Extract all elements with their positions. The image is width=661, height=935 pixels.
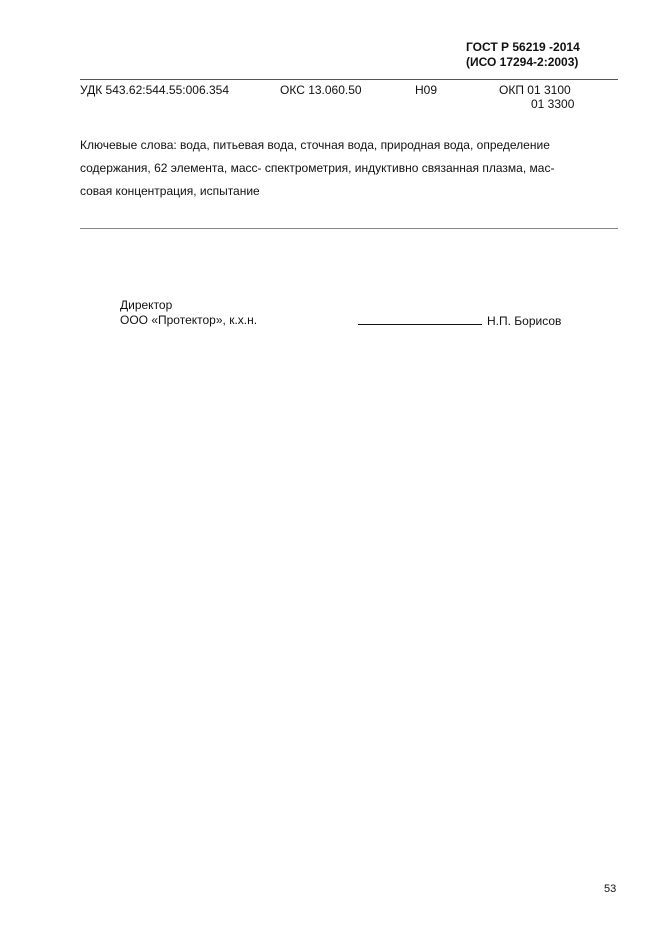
document-header [466, 40, 580, 70]
okp-code-1: ОКП 01 3100 [499, 83, 571, 97]
keywords-line: Ключевые слова: вода, питьевая вода, сточная вода, природная вода, определение [80, 138, 550, 152]
standard-number: ГОСТ Р 56219 -2014 [466, 40, 580, 54]
keywords-line: совая концентрация, испытание [80, 184, 260, 198]
okp-code-2: 01 3300 [531, 97, 575, 111]
signature-line [358, 313, 561, 329]
udk-code: УДК 543.62:544.55:006.354 [80, 83, 229, 97]
signer-name: Н.П. Борисов [487, 314, 562, 328]
signature-blank [358, 313, 482, 325]
page-number: 53 [604, 883, 617, 895]
bottom-divider [80, 228, 618, 229]
signature-block [120, 298, 257, 328]
signer-organization: ООО «Протектор», к.х.н. [120, 313, 258, 327]
signer-position: Директор [120, 298, 173, 312]
oks-code: ОКС 13.060.50 [280, 83, 362, 97]
keywords-line: содержания, 62 элемента, масс- спектрометрия, индуктивно связанная плазма, мас- [80, 161, 555, 175]
iso-reference: (ИСО 17294-2:2003) [466, 55, 579, 69]
group-code: Н09 [415, 83, 438, 97]
keywords-paragraph [80, 134, 615, 203]
top-divider [80, 79, 618, 80]
